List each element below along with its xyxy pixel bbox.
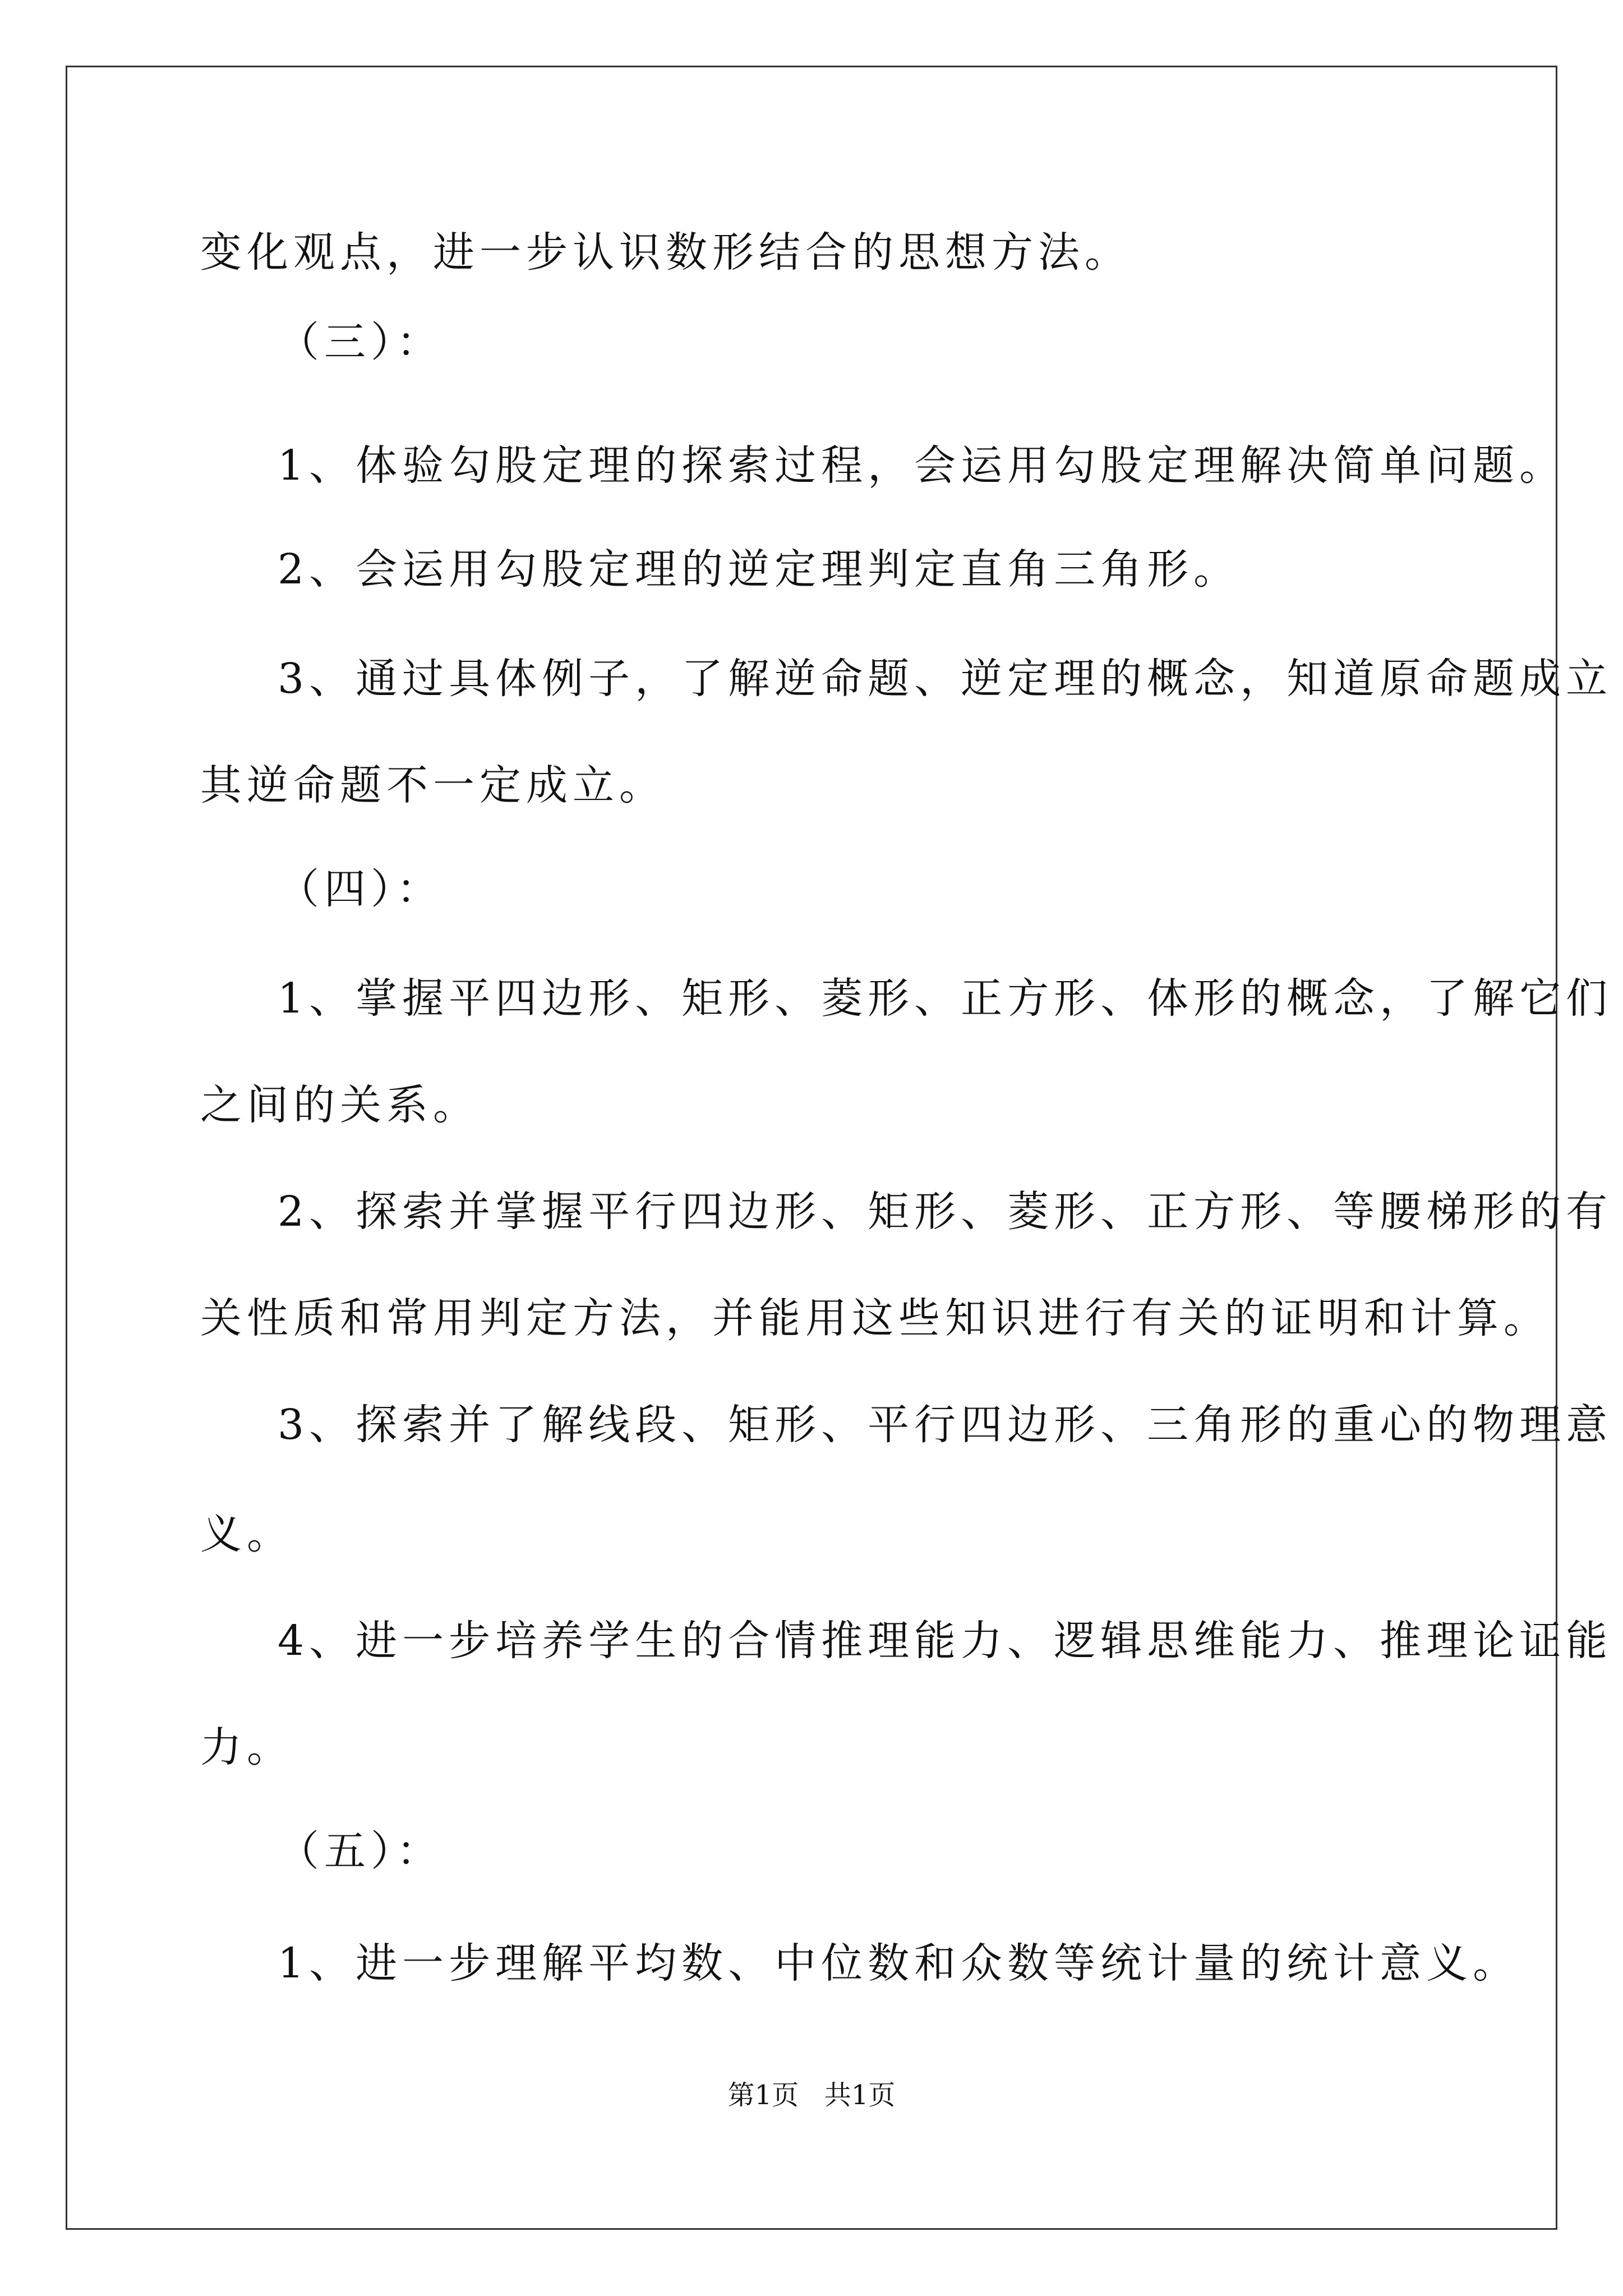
- section-heading-three: （三）：: [278, 318, 443, 366]
- text-line: 关性质和常用判定方法，并能用这些知识进行有关的证明和计算。: [200, 1294, 1550, 1342]
- text-line: 其逆命题不一定成立。: [200, 761, 666, 809]
- text-line: 义。: [200, 1510, 293, 1558]
- text-line: 1、体验勾股定理的探索过程，会运用勾股定理解决简单问题。: [278, 441, 1566, 490]
- text-line: 变化观点，进一步认识数形结合的思想方法。: [200, 228, 1131, 277]
- text-line: 1、掌握平四边形、矩形、菱形、正方形、体形的概念，了解它们: [278, 974, 1613, 1023]
- page-border: [66, 66, 1557, 2230]
- text-line: 力。: [200, 1723, 293, 1772]
- section-heading-four: （四）：: [278, 865, 443, 913]
- page-number-footer: 第1页 共1页: [727, 2079, 896, 2111]
- text-line: 3、通过具体例子，了解逆命题、逆定理的概念，知道原命题成立: [278, 655, 1613, 703]
- text-line: 4、进一步培养学生的合情推理能力、逻辑思维能力、推理论证能: [278, 1617, 1613, 1665]
- text-line: 1、进一步理解平均数、中位数和众数等统计量的统计意义。: [278, 1939, 1520, 1987]
- section-heading-five: （五）：: [278, 1827, 443, 1875]
- text-line: 2、会运用勾股定理的逆定理判定直角三角形。: [278, 545, 1241, 593]
- text-line: 2、探索并掌握平行四边形、矩形、菱形、正方形、等腰梯形的有: [278, 1188, 1613, 1236]
- text-line: 3、探索并了解线段、矩形、平行四边形、三角形的重心的物理意: [278, 1401, 1613, 1449]
- text-line: 之间的关系。: [200, 1081, 479, 1129]
